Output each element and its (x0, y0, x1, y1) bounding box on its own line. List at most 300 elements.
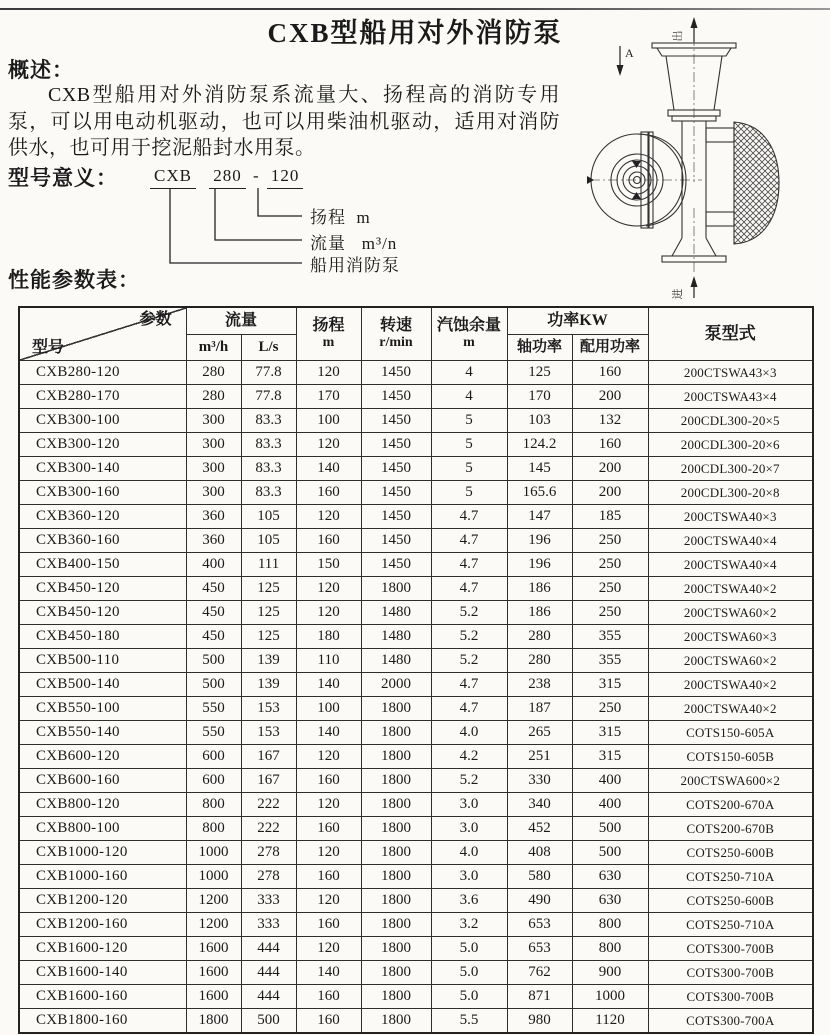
value-cell: 160 (572, 433, 648, 457)
model-code-dash: - (252, 166, 260, 185)
inlet-label: 进 (672, 288, 684, 300)
value-cell: 1800 (361, 793, 431, 817)
pump-type-cell: 200CDL300-20×7 (648, 457, 813, 481)
value-cell: 160 (296, 817, 361, 841)
table-row (19, 889, 813, 913)
pump-type-cell: COTS200-670A (648, 793, 813, 817)
pump-type-cell: COTS250-600B (648, 889, 813, 913)
pump-type-cell: 200CTSWA40×2 (648, 673, 813, 697)
value-cell: 330 (507, 769, 572, 793)
value-cell: 4.7 (431, 697, 507, 721)
model-cell: CXB800-100 (19, 817, 186, 841)
value-cell: 186 (507, 577, 572, 601)
value-cell: 160 (296, 481, 361, 505)
value-cell: 83.3 (241, 409, 296, 433)
pump-type-cell: 200CTSWA60×2 (648, 601, 813, 625)
model-code-head: 120 (267, 166, 304, 189)
value-cell: 360 (186, 529, 241, 553)
value-cell: 600 (186, 769, 241, 793)
value-cell: 160 (296, 985, 361, 1009)
value-cell: 1000 (572, 985, 648, 1009)
value-cell: 360 (186, 505, 241, 529)
value-cell: 1480 (361, 625, 431, 649)
pump-table-body (19, 361, 813, 1034)
table-row (19, 721, 813, 745)
value-cell: 147 (507, 505, 572, 529)
callout-head: 扬程 m (310, 208, 371, 227)
value-cell: 5.0 (431, 961, 507, 985)
performance-table (18, 306, 814, 1034)
value-cell: 1800 (361, 577, 431, 601)
value-cell: 355 (572, 649, 648, 673)
value-cell: 4.2 (431, 745, 507, 769)
value-cell: 200 (572, 385, 648, 409)
table-row (19, 793, 813, 817)
value-cell: 500 (241, 1009, 296, 1034)
model-cell: CXB550-140 (19, 721, 186, 745)
inlet-arrowhead (691, 276, 698, 287)
value-cell: 120 (296, 745, 361, 769)
value-cell: 1600 (186, 985, 241, 1009)
value-cell: 139 (241, 649, 296, 673)
value-cell: 1800 (361, 841, 431, 865)
value-cell: 160 (296, 1009, 361, 1034)
value-cell: 132 (572, 409, 648, 433)
value-cell: 124.2 (507, 433, 572, 457)
value-cell: 120 (296, 601, 361, 625)
model-cell: CXB500-110 (19, 649, 186, 673)
value-cell: 1800 (361, 913, 431, 937)
value-cell: 140 (296, 673, 361, 697)
value-cell: 250 (572, 529, 648, 553)
value-cell: 120 (296, 793, 361, 817)
model-cell: CXB1600-140 (19, 961, 186, 985)
model-cell: CXB800-120 (19, 793, 186, 817)
value-cell: 170 (507, 385, 572, 409)
value-cell: 5.0 (431, 985, 507, 1009)
value-cell: 200 (572, 481, 648, 505)
value-cell: 1000 (186, 865, 241, 889)
value-cell: 125 (507, 361, 572, 385)
value-cell: 120 (296, 505, 361, 529)
value-cell: 280 (507, 625, 572, 649)
value-cell: 167 (241, 769, 296, 793)
value-cell: 1450 (361, 505, 431, 529)
value-cell: 408 (507, 841, 572, 865)
table-row (19, 625, 813, 649)
table-row (19, 745, 813, 769)
value-cell: 110 (296, 649, 361, 673)
value-cell: 1800 (361, 937, 431, 961)
value-cell: 83.3 (241, 457, 296, 481)
value-cell: 250 (572, 601, 648, 625)
value-cell: 800 (186, 793, 241, 817)
table-row (19, 769, 813, 793)
table-row (19, 817, 813, 841)
pump-type-cell: 200CDL300-20×8 (648, 481, 813, 505)
value-cell: 170 (296, 385, 361, 409)
model-cell: CXB450-180 (19, 625, 186, 649)
value-cell: 250 (572, 697, 648, 721)
value-cell: 400 (572, 769, 648, 793)
header-pump-type: 泵型式 (648, 307, 813, 361)
header-npsh (431, 307, 507, 361)
value-cell: 5 (431, 457, 507, 481)
table-row (19, 409, 813, 433)
pump-type-cell: COTS300-700A (648, 1009, 813, 1034)
page-top-rule (0, 8, 830, 10)
value-cell: 5.2 (431, 649, 507, 673)
header-param-model-cell (19, 307, 186, 361)
table-row (19, 961, 813, 985)
pump-type-cell: COTS300-700B (648, 937, 813, 961)
value-cell: 120 (296, 361, 361, 385)
pump-type-cell: 200CTSWA40×3 (648, 505, 813, 529)
pump-type-cell: 200CTSWA40×2 (648, 697, 813, 721)
value-cell: 4 (431, 385, 507, 409)
table-row (19, 649, 813, 673)
table-row (19, 1009, 813, 1034)
value-cell: 120 (296, 433, 361, 457)
table-row (19, 697, 813, 721)
value-cell: 1200 (186, 913, 241, 937)
header-head-unit: m (322, 335, 335, 351)
table-row (19, 577, 813, 601)
pump-drawing (582, 12, 814, 304)
value-cell: 1450 (361, 529, 431, 553)
value-cell: 4.0 (431, 721, 507, 745)
header-power-rated: 配用功率 (572, 335, 648, 361)
value-cell: 5 (431, 433, 507, 457)
value-cell: 5.2 (431, 601, 507, 625)
model-cell: CXB1600-160 (19, 985, 186, 1009)
value-cell: 300 (186, 481, 241, 505)
page-title: CXB型船用对外消防泵 (267, 18, 563, 48)
value-cell: 140 (296, 961, 361, 985)
table-row (19, 553, 813, 577)
value-cell: 4.0 (431, 841, 507, 865)
callout-pump: 船用消防泵 (310, 256, 400, 275)
value-cell: 4.7 (431, 529, 507, 553)
value-cell: 300 (186, 457, 241, 481)
model-cell: CXB600-120 (19, 745, 186, 769)
value-cell: 333 (241, 889, 296, 913)
value-cell: 1450 (361, 361, 431, 385)
value-cell: 1800 (361, 865, 431, 889)
value-cell: 653 (507, 913, 572, 937)
model-cell: CXB1200-160 (19, 913, 186, 937)
table-row (19, 937, 813, 961)
header-param-label: 参数 (139, 311, 172, 328)
table-row (19, 481, 813, 505)
value-cell: 4.7 (431, 505, 507, 529)
value-cell: 315 (572, 673, 648, 697)
value-cell: 160 (296, 769, 361, 793)
pump-type-cell: 200CTSWA40×4 (648, 529, 813, 553)
header-speed-label: 转速 (380, 316, 413, 334)
value-cell: 250 (572, 577, 648, 601)
value-cell: 153 (241, 721, 296, 745)
value-cell: 1450 (361, 457, 431, 481)
value-cell: 500 (186, 673, 241, 697)
value-cell: 653 (507, 937, 572, 961)
model-cell: CXB550-100 (19, 697, 186, 721)
model-cell: CXB300-100 (19, 409, 186, 433)
value-cell: 160 (296, 529, 361, 553)
header-model-label: 型号 (32, 338, 65, 356)
table-row (19, 865, 813, 889)
value-cell: 150 (296, 553, 361, 577)
value-cell: 600 (186, 745, 241, 769)
value-cell: 180 (296, 625, 361, 649)
value-cell: 980 (507, 1009, 572, 1034)
header-speed (361, 307, 431, 361)
table-row (19, 673, 813, 697)
header-head (296, 307, 361, 361)
value-cell: 120 (296, 937, 361, 961)
value-cell: 1800 (361, 817, 431, 841)
value-cell: 630 (572, 889, 648, 913)
table-row (19, 433, 813, 457)
model-cell: CXB280-120 (19, 361, 186, 385)
model-cell: CXB450-120 (19, 601, 186, 625)
pump-type-cell: 200CDL300-20×5 (648, 409, 813, 433)
pump-type-cell: 200CTSWA60×3 (648, 625, 813, 649)
model-code-flow: 280 (209, 166, 246, 189)
model-cell: CXB500-140 (19, 673, 186, 697)
value-cell: 5.0 (431, 937, 507, 961)
value-cell: 160 (572, 361, 648, 385)
value-cell: 630 (572, 865, 648, 889)
value-cell: 160 (296, 913, 361, 937)
header-speed-unit: r/min (379, 335, 413, 351)
model-code (150, 166, 303, 189)
value-cell: 500 (572, 841, 648, 865)
table-row (19, 529, 813, 553)
value-cell: 5 (431, 409, 507, 433)
value-cell: 400 (572, 793, 648, 817)
value-cell: 3.0 (431, 817, 507, 841)
value-cell: 1800 (361, 697, 431, 721)
overview-heading: 概述： (8, 58, 74, 82)
value-cell: 140 (296, 457, 361, 481)
pump-type-cell: 200CTSWA40×2 (648, 577, 813, 601)
pump-type-cell: 200CTSWA43×3 (648, 361, 813, 385)
header-npsh-unit: m (463, 335, 475, 351)
table-row (19, 505, 813, 529)
value-cell: 315 (572, 721, 648, 745)
value-cell: 153 (241, 697, 296, 721)
value-cell: 1480 (361, 649, 431, 673)
value-cell: 452 (507, 817, 572, 841)
value-cell: 1000 (186, 841, 241, 865)
value-cell: 120 (296, 577, 361, 601)
overview-paragraph: CXB型船用对外消防泵系流量大、扬程高的消防专用泵，可以用电动机驱动，也可以用柴油机驱动，适用对消防供水，也可用于挖泥船封水用泵。 (8, 84, 560, 159)
value-cell: 300 (186, 409, 241, 433)
value-cell: 3.0 (431, 865, 507, 889)
value-cell: 1800 (361, 769, 431, 793)
model-meaning-heading: 型号意义： (8, 166, 118, 190)
value-cell: 167 (241, 745, 296, 769)
value-cell: 400 (186, 553, 241, 577)
pump-type-cell: COTS250-710A (648, 913, 813, 937)
value-cell: 280 (186, 385, 241, 409)
model-cell: CXB1000-120 (19, 841, 186, 865)
model-cell: CXB450-120 (19, 577, 186, 601)
model-cell: CXB600-160 (19, 769, 186, 793)
value-cell: 111 (241, 553, 296, 577)
value-cell: 165.6 (507, 481, 572, 505)
value-cell: 120 (296, 841, 361, 865)
value-cell: 278 (241, 841, 296, 865)
value-cell: 300 (186, 433, 241, 457)
value-cell: 355 (572, 625, 648, 649)
table-row (19, 985, 813, 1009)
value-cell: 103 (507, 409, 572, 433)
model-cell: CXB280-170 (19, 385, 186, 409)
value-cell: 185 (572, 505, 648, 529)
value-cell: 200 (572, 457, 648, 481)
value-cell: 250 (572, 553, 648, 577)
pump-type-cell: 200CTSWA43×4 (648, 385, 813, 409)
value-cell: 444 (241, 985, 296, 1009)
value-cell: 550 (186, 697, 241, 721)
value-cell: 1450 (361, 433, 431, 457)
value-cell: 222 (241, 817, 296, 841)
value-cell: 140 (296, 721, 361, 745)
model-cell: CXB1800-160 (19, 1009, 186, 1034)
pump-type-cell: COTS300-700B (648, 985, 813, 1009)
value-cell: 280 (186, 361, 241, 385)
header-flow-ls: L/s (241, 335, 296, 361)
model-cell: CXB300-120 (19, 433, 186, 457)
model-cell: CXB400-150 (19, 553, 186, 577)
header-flow-m3h: m³/h (186, 335, 241, 361)
outlet-arrowhead (691, 17, 698, 28)
pump-outline (587, 43, 779, 262)
value-cell: 196 (507, 553, 572, 577)
value-cell: 3.2 (431, 913, 507, 937)
value-cell: 120 (296, 889, 361, 913)
value-cell: 1800 (361, 1009, 431, 1034)
value-cell: 105 (241, 505, 296, 529)
value-cell: 5 (431, 481, 507, 505)
value-cell: 251 (507, 745, 572, 769)
view-a-label: A (625, 46, 634, 60)
value-cell: 125 (241, 577, 296, 601)
header-power-shaft: 轴功率 (507, 335, 572, 361)
value-cell: 5.5 (431, 1009, 507, 1034)
table-header (19, 307, 813, 361)
value-cell: 186 (507, 601, 572, 625)
value-cell: 1800 (361, 961, 431, 985)
value-cell: 196 (507, 529, 572, 553)
table-row (19, 457, 813, 481)
value-cell: 340 (507, 793, 572, 817)
value-cell: 83.3 (241, 481, 296, 505)
value-cell: 1450 (361, 553, 431, 577)
model-cell: CXB300-140 (19, 457, 186, 481)
value-cell: 550 (186, 721, 241, 745)
model-cell: CXB1200-120 (19, 889, 186, 913)
value-cell: 1800 (361, 721, 431, 745)
performance-heading: 性能参数表： (8, 268, 140, 292)
value-cell: 1800 (186, 1009, 241, 1034)
pump-type-cell: COTS150-605B (648, 745, 813, 769)
value-cell: 222 (241, 793, 296, 817)
value-cell: 5.2 (431, 769, 507, 793)
value-cell: 900 (572, 961, 648, 985)
value-cell: 4.7 (431, 673, 507, 697)
value-cell: 5.2 (431, 625, 507, 649)
value-cell: 3.0 (431, 793, 507, 817)
value-cell: 187 (507, 697, 572, 721)
pump-type-cell: COTS250-710A (648, 865, 813, 889)
pump-type-cell: COTS200-670B (648, 817, 813, 841)
pump-type-cell: COTS250-600B (648, 841, 813, 865)
value-cell: 500 (572, 817, 648, 841)
drawing-annotations (617, 17, 698, 300)
value-cell: 1800 (361, 889, 431, 913)
model-cell: CXB1000-160 (19, 865, 186, 889)
value-cell: 139 (241, 673, 296, 697)
value-cell: 77.8 (241, 361, 296, 385)
model-cell: CXB360-120 (19, 505, 186, 529)
value-cell: 1200 (186, 889, 241, 913)
value-cell: 3.6 (431, 889, 507, 913)
value-cell: 1800 (361, 985, 431, 1009)
table-row (19, 385, 813, 409)
value-cell: 278 (241, 865, 296, 889)
value-cell: 315 (572, 745, 648, 769)
value-cell: 1600 (186, 961, 241, 985)
value-cell: 105 (241, 529, 296, 553)
model-code-series: CXB (150, 166, 196, 189)
value-cell: 125 (241, 601, 296, 625)
value-cell: 871 (507, 985, 572, 1009)
model-cell: CXB360-160 (19, 529, 186, 553)
value-cell: 333 (241, 913, 296, 937)
value-cell: 450 (186, 601, 241, 625)
header-flow: 流量 (186, 307, 296, 335)
model-cell: CXB300-160 (19, 481, 186, 505)
value-cell: 450 (186, 577, 241, 601)
value-cell: 490 (507, 889, 572, 913)
outlet-label: 出 (672, 30, 684, 42)
table-row (19, 601, 813, 625)
view-a-arrowhead (617, 65, 624, 76)
motor-hatch (734, 122, 779, 244)
table-row (19, 841, 813, 865)
header-power: 功率KW (507, 307, 648, 335)
value-cell: 800 (572, 913, 648, 937)
value-cell: 1800 (361, 745, 431, 769)
value-cell: 4 (431, 361, 507, 385)
pump-type-cell: 200CTSWA40×4 (648, 553, 813, 577)
pump-type-cell: COTS150-605A (648, 721, 813, 745)
value-cell: 1450 (361, 385, 431, 409)
value-cell: 444 (241, 961, 296, 985)
table-row (19, 361, 813, 385)
value-cell: 280 (507, 649, 572, 673)
value-cell: 1600 (186, 937, 241, 961)
table-row (19, 913, 813, 937)
value-cell: 1480 (361, 601, 431, 625)
value-cell: 83.3 (241, 433, 296, 457)
value-cell: 500 (186, 649, 241, 673)
model-callout-lines (150, 188, 310, 270)
value-cell: 800 (572, 937, 648, 961)
